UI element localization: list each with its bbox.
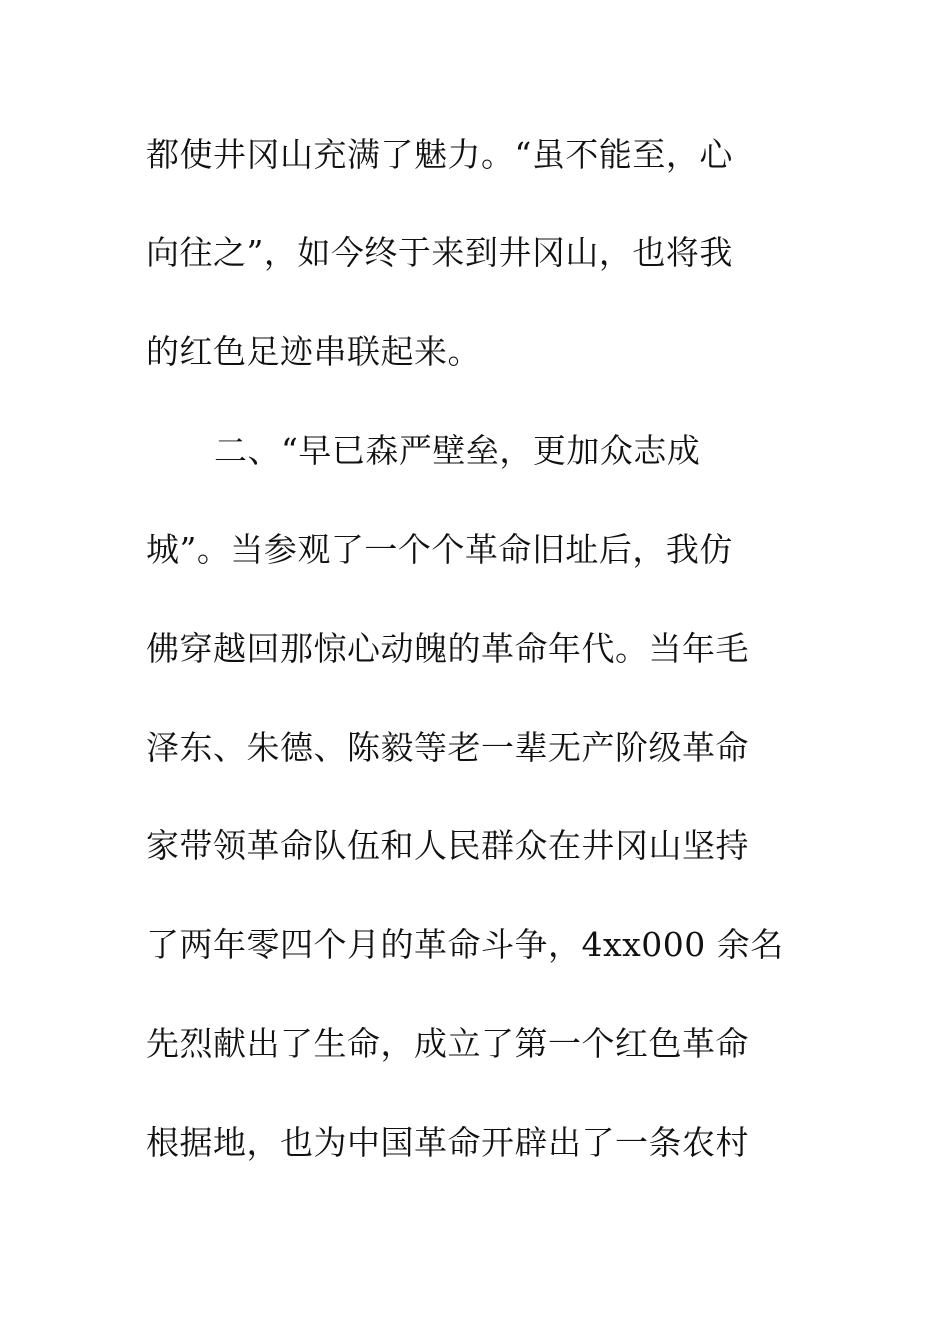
text-line-9: 了两年零四个月的革命斗争，4xx000 余名 xyxy=(146,925,784,964)
text-line-4-paragraph-start: 二、“早已森严壁垒，更加众志成 xyxy=(214,431,701,470)
text-line-7: 泽东、朱德、陈毅等老一辈无产阶级革命 xyxy=(146,728,749,767)
text-line-3: 的红色足迹串联起来。 xyxy=(146,332,481,371)
text-line-2: 向往之”，如今终于来到井冈山，也将我 xyxy=(146,233,733,272)
text-line-6: 佛穿越回那惊心动魄的革命年代。当年毛 xyxy=(146,629,749,668)
text-line-5: 城”。当参观了一个个革命旧址后，我仿 xyxy=(146,530,733,569)
text-line-11: 根据地，也为中国革命开辟出了一条农村 xyxy=(146,1123,749,1162)
text-line-8: 家带领革命队伍和人民群众在井冈山坚持 xyxy=(146,826,749,865)
text-line-1: 都使井冈山充满了魅力。“虽不能至，心 xyxy=(146,135,733,174)
text-line-10: 先烈献出了生命，成立了第一个红色革命 xyxy=(146,1024,749,1063)
